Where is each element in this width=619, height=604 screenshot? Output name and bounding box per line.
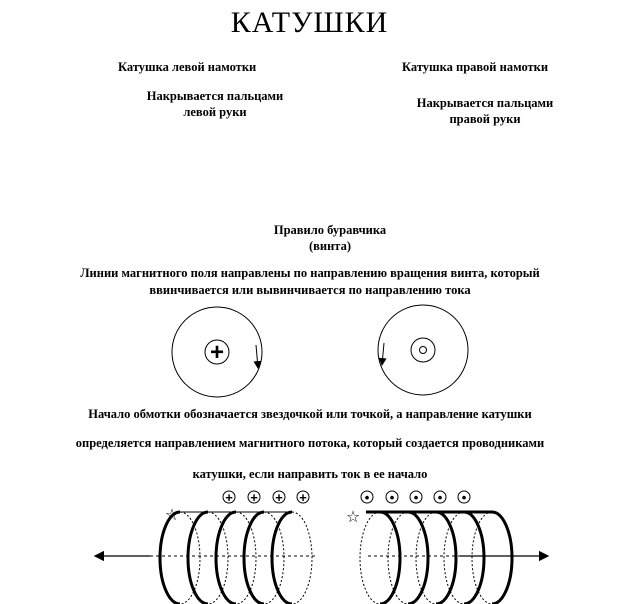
winding-text-line2: определяется направлением магнитного потока, который создается проводниками <box>75 436 545 450</box>
right-coil-note-line2: правой руки <box>449 112 521 126</box>
right-coil-dot-icon-5: • <box>461 490 467 505</box>
field-circle-current-out <box>378 305 468 395</box>
field-circle-current-in <box>172 307 262 397</box>
page-title: КАТУШКИ <box>230 6 389 39</box>
right-coil-start-star-icon: ☆ <box>345 507 361 526</box>
clockwise-arrow-icon <box>256 345 258 368</box>
right-coil-diagram <box>346 490 548 604</box>
right-coil-dot-icon-1: • <box>364 490 370 505</box>
counterclockwise-arrow-icon <box>382 343 384 365</box>
rule-title-line1: Правило буравчика <box>273 223 387 237</box>
left-coil-plus-icon-2: + <box>250 490 258 505</box>
left-coil-note-line1: Накрывается пальцами <box>146 89 284 103</box>
right-coil-note-line1: Накрывается пальцами <box>416 96 554 110</box>
left-coil-start-star-icon: ☆ <box>164 505 180 524</box>
right-coil-dot-icon-3: • <box>413 490 419 505</box>
right-coil-dot-icon-2: • <box>389 490 395 505</box>
current-in-plus-icon: + <box>209 339 225 366</box>
left-coil-plus-icon-4: + <box>299 490 307 505</box>
winding-text-line3: катушки, если направить ток в ее начало <box>192 467 428 481</box>
winding-text-line1: Начало обмотки обозначается звездочкой или точкой, а направление катушки <box>88 407 532 421</box>
left-coil-plus-icon-1: + <box>225 490 233 505</box>
left-coil-current-markers <box>223 491 309 503</box>
left-coil-plus-icon-3: + <box>275 490 283 505</box>
left-coil-diagram <box>95 490 315 604</box>
rule-text-line1: Линии магнитного поля направлены по направлению вращения винта, который <box>80 266 540 280</box>
left-coil-note-line2: левой руки <box>183 105 247 119</box>
rule-text-line2: ввинчивается или вывинчивается по направлению тока <box>149 283 471 297</box>
right-coil-dot-icon-4: • <box>437 490 443 505</box>
right-coil-label: Катушка правой намотки <box>402 60 549 74</box>
rule-title-line2: (винта) <box>308 239 352 253</box>
current-out-dot-icon <box>420 347 427 354</box>
left-coil-label: Катушка левой намотки <box>118 60 257 74</box>
